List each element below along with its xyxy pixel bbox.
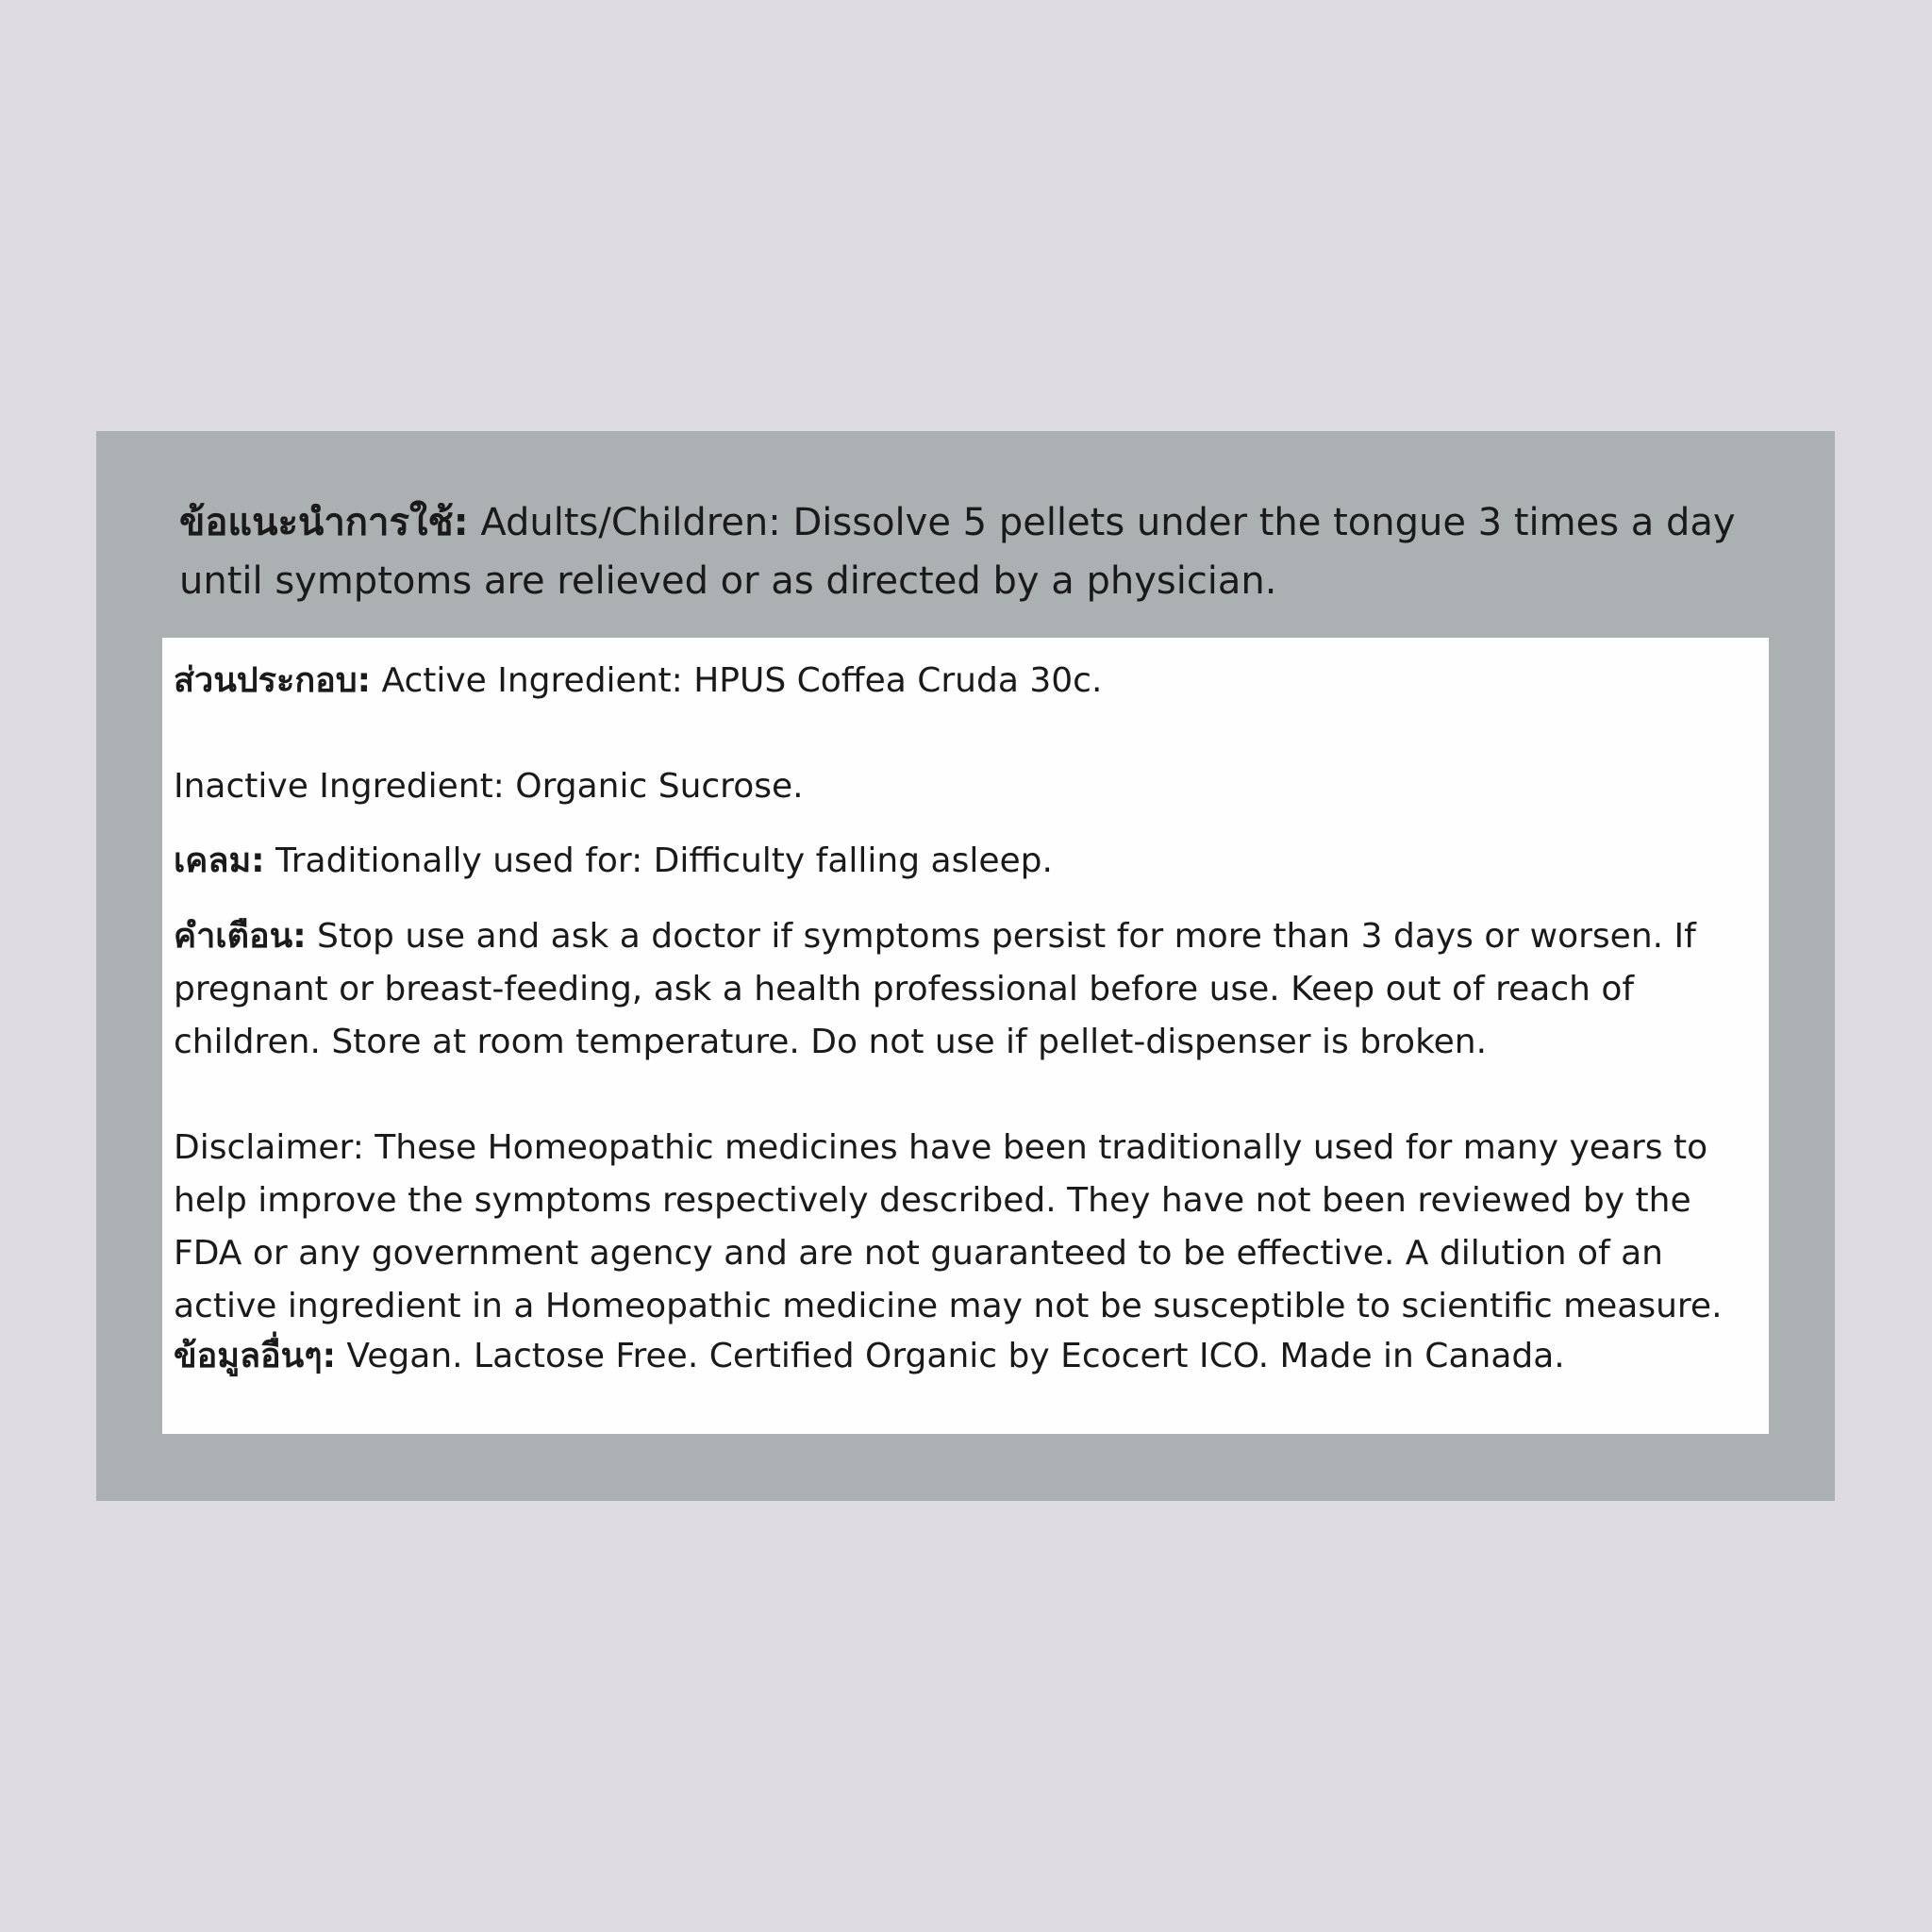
- warnings-label: คำเตือน:: [174, 917, 307, 956]
- other-info-text: Vegan. Lactose Free. Certified Organic by Ecocert ICO. Made in Canada.: [335, 1337, 1565, 1375]
- disclaimer-text: Disclaimer: These Homeopathic medicines have been traditionally used for many years to help improve the symptoms respectively described. They have not been reviewed by the FDA or any government agency and are not guaranteed to be effective. A dilution of an active ingredient in a Homeopathic medicine may not be susceptible to scientific measure.: [174, 1128, 1723, 1325]
- claims-label: เคลม:: [174, 841, 265, 880]
- info-card: [162, 638, 1769, 1434]
- other-info-section: [174, 1330, 1758, 1383]
- ingredients-text: Active Ingredient: HPUS Coffea Cruda 30c.: [371, 661, 1103, 700]
- directions-text: Adults/Children: Dissolve 5 pellets under the tongue 3 times a day until symptoms are relieved or as directed by a physician.: [179, 501, 1736, 603]
- warnings-text: Stop use and ask a doctor if symptoms persist for more than 3 days or worsen. If pregnant or breast-feeding, ask a health professional before use. Keep out of reach of children. Store at room temperature. Do not use if pellet-dispenser is broken.: [174, 917, 1696, 1061]
- ingredients-section: [174, 655, 1758, 708]
- claims-section: [174, 835, 1758, 888]
- claims-text: Traditionally used for: Difficulty falling asleep.: [264, 841, 1053, 880]
- warnings-section: [174, 910, 1758, 1069]
- directions-section: [179, 493, 1783, 610]
- inactive-ingredients-text: Inactive Ingredient: Organic Sucrose.: [174, 767, 804, 806]
- other-info-label: ข้อมูลอื่นๆ:: [174, 1337, 336, 1375]
- ingredients-label: ส่วนประกอบ:: [174, 661, 371, 700]
- inactive-ingredients-section: [174, 760, 1758, 813]
- label-panel: [96, 431, 1835, 1501]
- directions-label: ข้อแนะนำการใช้:: [179, 501, 469, 544]
- disclaimer-section: [174, 1122, 1758, 1333]
